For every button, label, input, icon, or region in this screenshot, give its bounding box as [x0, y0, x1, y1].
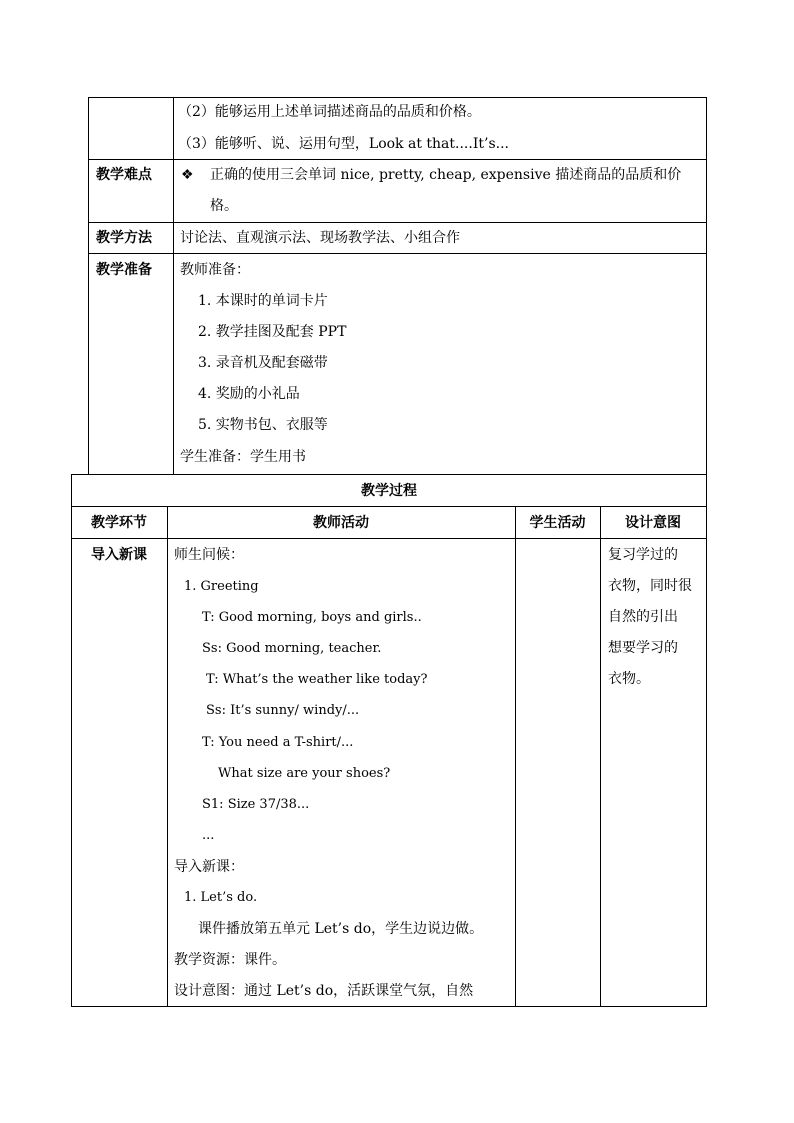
- column-divider: [600, 506, 601, 1007]
- teacher-line: Ss: It’s sunny/ windy/...: [206, 703, 360, 718]
- objective-line: （2）能够运用上述单词描述商品的品质和价格。: [178, 104, 481, 120]
- teacher-line: T: What’s the weather like today?: [206, 672, 428, 687]
- teacher-line: 设计意图：通过 Let’s do，活跃课堂气氛，自然: [174, 983, 474, 999]
- process-table-border-top: [71, 474, 707, 475]
- prep-item: 2. 教学挂图及配套 PPT: [198, 324, 347, 340]
- header-teacher-activity: 教师活动: [313, 515, 369, 531]
- section-label: 导入新课: [91, 547, 147, 563]
- row-divider: [88, 159, 707, 160]
- column-divider: [167, 506, 168, 1007]
- process-table-border-right: [706, 474, 707, 1007]
- teacher-line: T: You need a T-shirt/...: [202, 735, 354, 750]
- process-title: 教学过程: [361, 483, 417, 499]
- teacher-line: 教学资源：课件。: [174, 952, 286, 968]
- teacher-line: S1: Size 37/38...: [202, 797, 310, 812]
- row-divider: [88, 222, 707, 223]
- teacher-prep-heading: 教师准备：: [180, 262, 250, 278]
- design-intent-line: 衣物，同时很: [608, 578, 692, 594]
- difficulty-text: 格。: [210, 198, 238, 214]
- header-stage: 教学环节: [91, 515, 147, 531]
- column-divider: [173, 97, 174, 474]
- student-prep: 学生准备：学生用书: [180, 449, 306, 465]
- preparation-label: 教学准备: [96, 262, 152, 278]
- design-intent-line: 自然的引出: [608, 609, 678, 625]
- diamond-bullet-icon: ❖: [181, 167, 194, 183]
- top-table-border-left: [88, 97, 89, 474]
- teacher-line: What size are your shoes?: [218, 766, 391, 781]
- top-table-border-top: [88, 97, 707, 98]
- teacher-line: 课件播放第五单元 Let’s do，学生边说边做。: [198, 921, 484, 937]
- objective-line: （3）能够听、说、运用句型，Look at that....It’s...: [178, 136, 509, 152]
- teacher-line: ...: [202, 828, 215, 843]
- teacher-line: 导入新课：: [174, 859, 244, 875]
- column-divider: [515, 506, 516, 1007]
- top-table-border-right: [706, 97, 707, 474]
- design-intent-line: 复习学过的: [608, 547, 678, 563]
- method-text: 讨论法、直观演示法、现场教学法、小组合作: [180, 230, 460, 246]
- row-divider: [88, 253, 707, 254]
- method-label: 教学方法: [96, 230, 152, 246]
- teacher-line: 1. Let’s do.: [184, 890, 258, 905]
- teacher-line: 师生问候：: [174, 547, 244, 563]
- teacher-line: T: Good morning, boys and girls..: [202, 610, 422, 625]
- prep-item: 4. 奖励的小礼品: [198, 386, 300, 402]
- difficulty-text: 正确的使用三会单词 nice, pretty, cheap, expensive 描述商品的品质和价: [210, 167, 682, 183]
- prep-item: 5. 实物书包、衣服等: [198, 417, 328, 433]
- prep-item: 3. 录音机及配套磁带: [198, 355, 328, 371]
- design-intent-line: 衣物。: [608, 671, 650, 687]
- header-design-intent: 设计意图: [625, 515, 681, 531]
- header-student-activity: 学生活动: [529, 515, 586, 531]
- difficulty-label: 教学难点: [96, 167, 152, 183]
- teacher-line: Ss: Good morning, teacher.: [202, 641, 382, 656]
- teacher-line: 1. Greeting: [184, 579, 259, 594]
- prep-item: 1. 本课时的单词卡片: [198, 293, 328, 309]
- design-intent-line: 想要学习的: [608, 640, 678, 656]
